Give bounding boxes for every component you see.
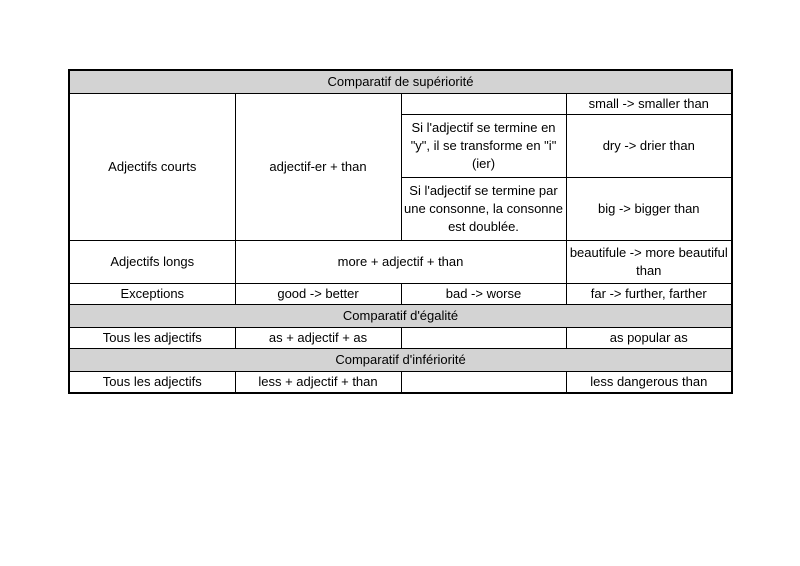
equality-rule: as + adjectif + as [235, 328, 401, 349]
short-example-dry: dry -> drier than [566, 115, 732, 178]
inferiority-title: Comparatif d'infériorité [69, 349, 732, 372]
table-row [69, 328, 732, 349]
table-row [69, 372, 732, 394]
long-example-beautiful: beautifule -> more beautiful than [566, 241, 732, 284]
exceptions-label: Exceptions [69, 284, 235, 305]
empty-cell [401, 94, 566, 115]
equality-header-row [69, 305, 732, 328]
superiority-header-row [69, 70, 732, 94]
comparatives-table [68, 69, 733, 394]
inferiority-rule: less + adjectif + than [235, 372, 401, 394]
inferiority-label: Tous les adjectifs [69, 372, 235, 394]
note-consonant-ending: Si l'adjectif se termine par une consonne, la consonne est doublée. [401, 178, 566, 241]
equality-title: Comparatif d'égalité [69, 305, 732, 328]
table-row [69, 284, 732, 305]
equality-label: Tous les adjectifs [69, 328, 235, 349]
table-row [69, 241, 732, 284]
short-adjectives-label: Adjectifs courts [69, 94, 235, 241]
long-adjectives-rule: more + adjectif + than [235, 241, 566, 284]
note-y-ending: Si l'adjectif se termine en "y", il se transforme en "i" (ier) [401, 115, 566, 178]
long-adjectives-label: Adjectifs longs [69, 241, 235, 284]
exception-bad: bad -> worse [401, 284, 566, 305]
equality-example: as popular as [566, 328, 732, 349]
inferiority-example: less dangerous than [566, 372, 732, 394]
short-example-big: big -> bigger than [566, 178, 732, 241]
empty-cell [401, 372, 566, 394]
short-example-small: small -> smaller than [566, 94, 732, 115]
table-row [69, 94, 732, 115]
exception-good: good -> better [235, 284, 401, 305]
empty-cell [401, 328, 566, 349]
superiority-title: Comparatif de supériorité [69, 70, 732, 94]
short-adjectives-rule: adjectif-er + than [235, 94, 401, 241]
exception-far: far -> further, farther [566, 284, 732, 305]
inferiority-header-row [69, 349, 732, 372]
